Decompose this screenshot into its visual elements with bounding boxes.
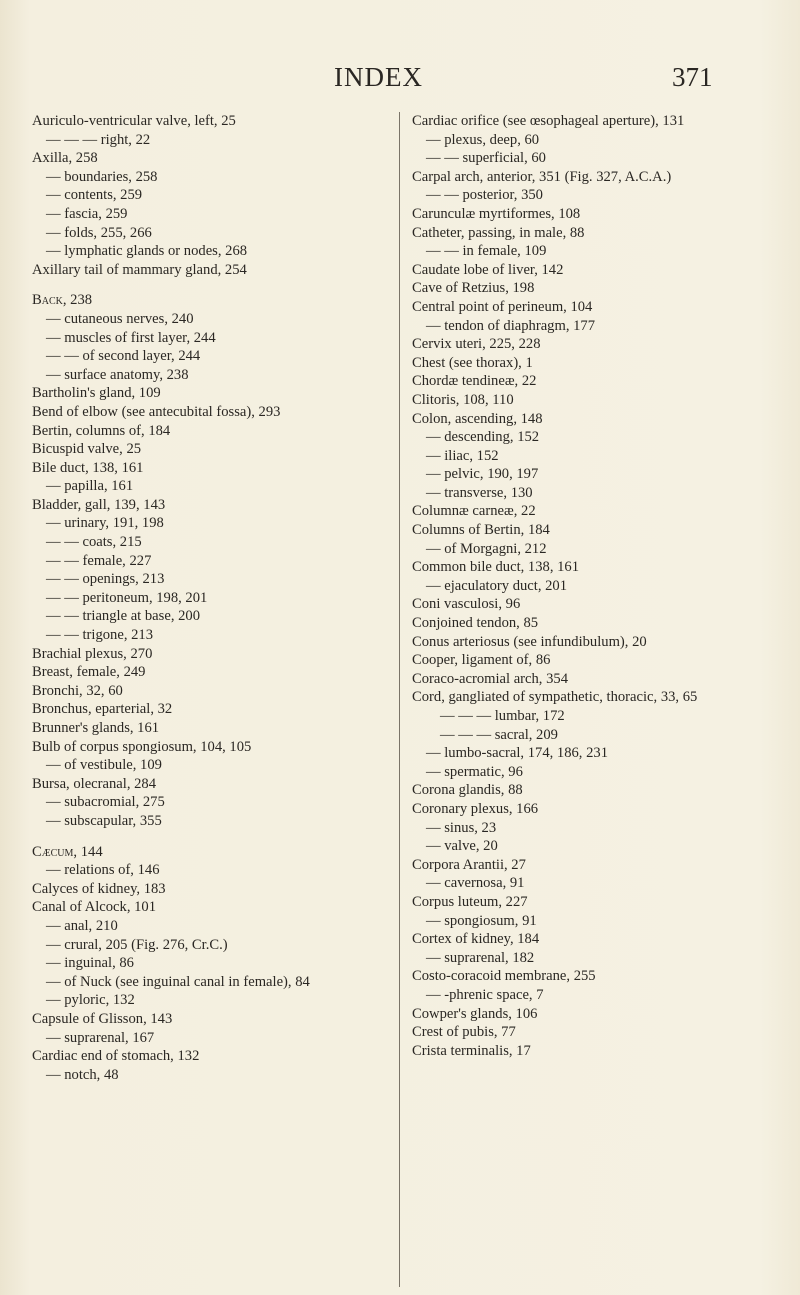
- index-entry: Central point of perineum, 104: [412, 298, 593, 315]
- index-entry: — descending, 152: [426, 429, 540, 446]
- index-entry: Coronary plexus, 166: [412, 800, 539, 817]
- index-entry: — crural, 205 (Fig. 276, Cr.C.): [46, 936, 228, 953]
- index-entry: Bursa, olecranal, 284: [32, 775, 157, 792]
- index-entry: Back, 238: [32, 292, 93, 309]
- index-entry: — — female, 227: [46, 552, 152, 569]
- index-entry: Caudate lobe of liver, 142: [412, 261, 564, 278]
- index-entry: Carpal arch, anterior, 351 (Fig. 327, A.C.A.): [412, 168, 672, 185]
- index-entry: Bertin, columns of, 184: [32, 422, 171, 439]
- index-entry: Chordæ tendineæ, 22: [412, 373, 537, 390]
- index-entry: — — trigone, 213: [46, 627, 154, 644]
- index-entry: Cooper, ligament of, 86: [412, 652, 551, 669]
- index-entry: — contents, 259: [46, 187, 143, 204]
- index-entry: Axillary tail of mammary gland, 254: [32, 261, 247, 278]
- index-entry: — plexus, deep, 60: [426, 131, 540, 148]
- index-entry: — suprarenal, 167: [46, 1029, 155, 1046]
- index-entry: — cutaneous nerves, 240: [46, 310, 194, 327]
- index-entry: Axilla, 258: [32, 150, 98, 167]
- index-entry: Cervix uteri, 225, 228: [412, 336, 541, 353]
- index-entry: — — — right, 22: [46, 131, 151, 148]
- index-entry: — — superficial, 60: [426, 150, 546, 167]
- index-entry: Cæcum, 144: [32, 843, 103, 860]
- index-entry: — — — sacral, 209: [440, 726, 558, 743]
- index-entry: — — peritoneum, 198, 201: [46, 589, 208, 606]
- index-entry: Colon, ascending, 148: [412, 410, 543, 427]
- index-entry: — ejaculatory duct, 201: [426, 577, 568, 594]
- index-entry: — relations of, 146: [46, 862, 160, 879]
- index-entry: Cardiac end of stomach, 132: [32, 1048, 200, 1065]
- index-entry: Coni vasculosi, 96: [412, 596, 521, 613]
- index-entry: Breast, female, 249: [32, 664, 146, 681]
- index-entry: Columns of Bertin, 184: [412, 522, 550, 539]
- index-entry: Cord, gangliated of sympathetic, thoracic, 33, 65: [412, 689, 698, 706]
- index-entry: Bronchus, eparterial, 32: [32, 701, 173, 718]
- index-entry: Capsule of Glisson, 143: [32, 1010, 173, 1027]
- section-gap: [32, 831, 392, 843]
- index-entry: Coraco-acromial arch, 354: [412, 670, 568, 687]
- index-entry: — suprarenal, 182: [426, 949, 535, 966]
- index-entry: — boundaries, 258: [46, 168, 158, 185]
- index-entry: Chest (see thorax), 1: [412, 354, 533, 371]
- index-entry: — fascia, 259: [46, 205, 128, 222]
- index-entry: Calyces of kidney, 183: [32, 880, 166, 897]
- index-entry: — — of second layer, 244: [46, 348, 201, 365]
- index-entry: — pelvic, 190, 197: [426, 466, 539, 483]
- section-gap: [32, 279, 392, 291]
- index-entry: Bicuspid valve, 25: [32, 441, 142, 458]
- index-entry: — — triangle at base, 200: [46, 608, 201, 625]
- index-entry: Auriculo-ventricular valve, left, 25: [32, 113, 236, 129]
- index-entry: — notch, 48: [46, 1066, 119, 1083]
- index-entry: — lymphatic glands or nodes, 268: [46, 243, 248, 260]
- index-entry: Bartholin's gland, 109: [32, 385, 161, 402]
- index-entry: — transverse, 130: [426, 484, 533, 501]
- index-entry: Bladder, gall, 139, 143: [32, 496, 166, 513]
- index-column-left: [32, 112, 392, 1084]
- index-entry: — — openings, 213: [46, 571, 165, 588]
- index-entry: Clitoris, 108, 110: [412, 391, 514, 408]
- index-entry: Costo-coracoid membrane, 255: [412, 968, 596, 985]
- index-entry: — iliac, 152: [426, 447, 499, 464]
- index-entry: — spongiosum, 91: [426, 912, 537, 929]
- index-entry: Bulb of corpus spongiosum, 104, 105: [32, 738, 252, 755]
- index-entry: Catheter, passing, in male, 88: [412, 224, 585, 241]
- page-number: 371: [672, 62, 713, 92]
- index-column-right: [412, 112, 772, 1060]
- index-entry: — muscles of first layer, 244: [46, 329, 216, 346]
- page-header: [0, 62, 800, 102]
- index-entry: — inguinal, 86: [46, 955, 134, 972]
- index-entry: Cortex of kidney, 184: [412, 931, 540, 948]
- index-entry: — folds, 255, 266: [46, 224, 152, 241]
- index-entry: Corpora Arantii, 27: [412, 856, 526, 873]
- index-entry: — cavernosa, 91: [426, 875, 525, 892]
- index-entry: — urinary, 191, 198: [46, 515, 164, 532]
- index-entry: — spermatic, 96: [426, 763, 523, 780]
- index-entry: — anal, 210: [46, 917, 118, 934]
- index-entry: — — in female, 109: [426, 243, 547, 260]
- index-entry: Crista terminalis, 17: [412, 1042, 531, 1059]
- index-entry: — subscapular, 355: [46, 812, 162, 829]
- column-divider: [399, 112, 400, 1287]
- index-entry: — of Nuck (see inguinal canal in female), 84: [46, 973, 310, 990]
- index-entry: Canal of Alcock, 101: [32, 899, 157, 916]
- index-entry: Conjoined tendon, 85: [412, 615, 539, 632]
- index-entry: — -phrenic space, 7: [426, 986, 544, 1003]
- index-entry: Cowper's glands, 106: [412, 1005, 538, 1022]
- index-entry: — subacromial, 275: [46, 794, 165, 811]
- index-entry: Bile duct, 138, 161: [32, 459, 144, 476]
- index-entry: Common bile duct, 138, 161: [412, 559, 580, 576]
- index-entry: — valve, 20: [426, 838, 498, 855]
- index-entry: Brachial plexus, 270: [32, 645, 153, 662]
- index-entry: Cave of Retzius, 198: [412, 280, 535, 297]
- index-entry: — — — lumbar, 172: [440, 708, 565, 724]
- index-entry: Corpus luteum, 227: [412, 893, 528, 910]
- index-entry: Bend of elbow (see antecubital fossa), 293: [32, 403, 281, 420]
- index-entry: — — posterior, 350: [426, 187, 543, 204]
- index-entry: Cardiac orifice (see œsophageal aperture), 131: [412, 113, 685, 129]
- page-title: INDEX: [334, 62, 423, 92]
- index-entry: — of vestibule, 109: [46, 757, 162, 774]
- index-entry: — surface anatomy, 238: [46, 366, 189, 383]
- index-entry: — of Morgagni, 212: [426, 540, 547, 557]
- index-entry: — sinus, 23: [426, 819, 497, 836]
- index-entry: Corona glandis, 88: [412, 782, 523, 799]
- index-entry: — tendon of diaphragm, 177: [426, 317, 596, 334]
- index-entry: Columnæ carneæ, 22: [412, 503, 536, 520]
- index-entry: Crest of pubis, 77: [412, 1024, 516, 1041]
- index-entry: — lumbo-sacral, 174, 186, 231: [426, 745, 608, 762]
- index-entry: — pyloric, 132: [46, 992, 135, 1009]
- index-entry: Conus arteriosus (see infundibulum), 20: [412, 633, 647, 650]
- index-entry: — — coats, 215: [46, 534, 142, 551]
- index-entry: Bronchi, 32, 60: [32, 682, 123, 699]
- index-entry: Carunculæ myrtiformes, 108: [412, 205, 581, 222]
- index-entry: Brunner's glands, 161: [32, 720, 160, 736]
- index-entry: — papilla, 161: [46, 478, 134, 495]
